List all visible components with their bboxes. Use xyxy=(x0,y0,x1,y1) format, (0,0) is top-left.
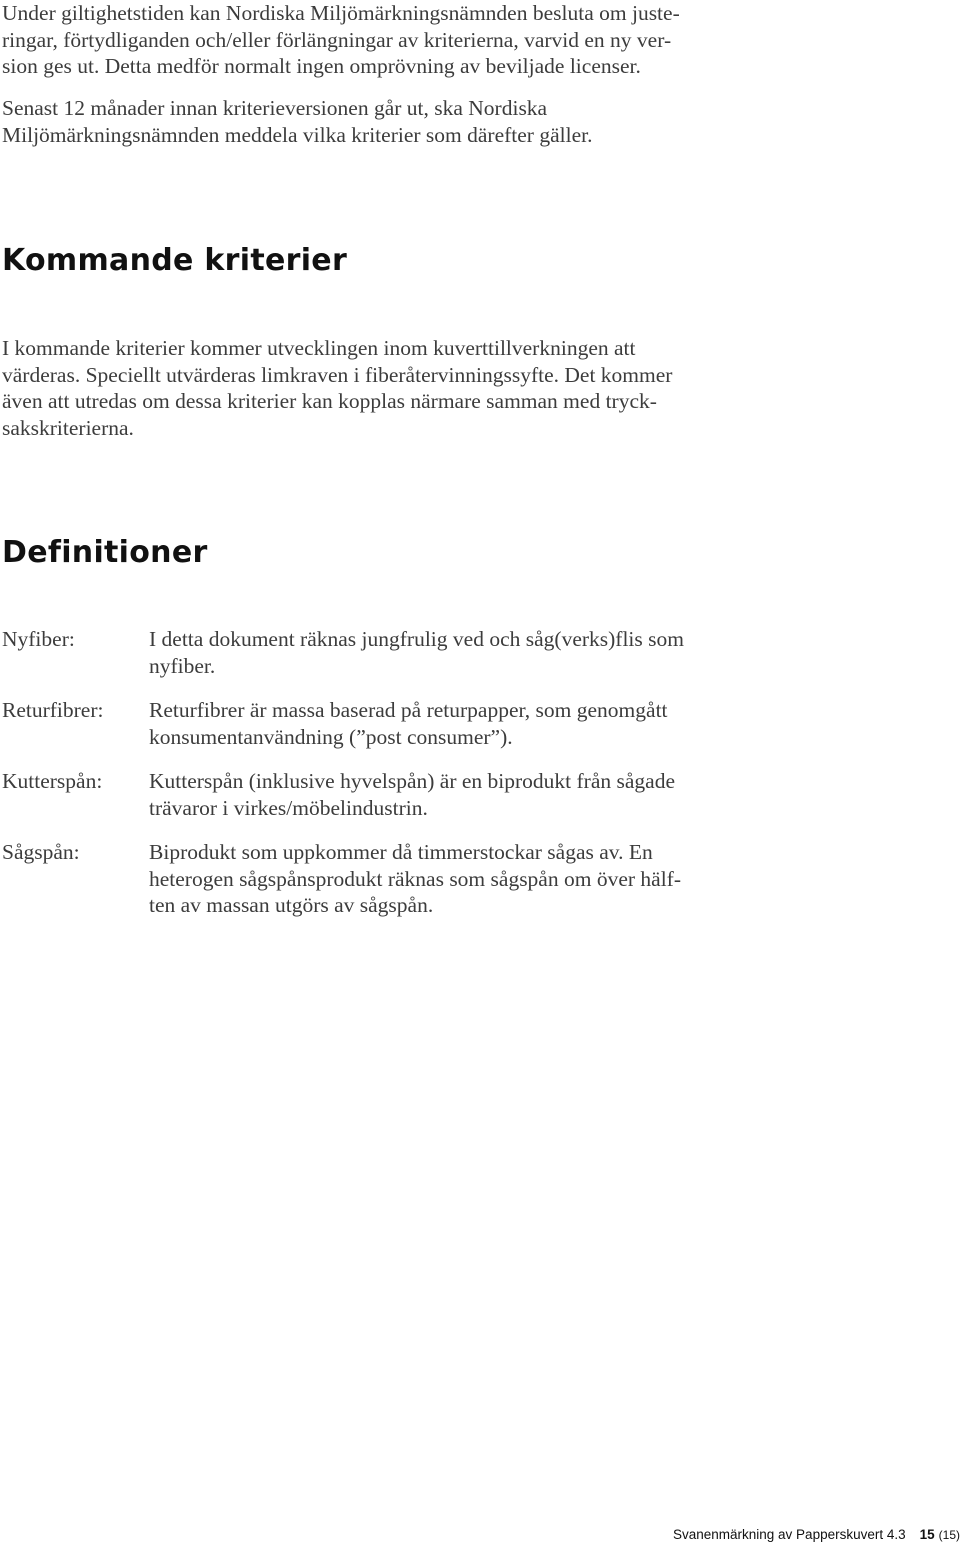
kommande-kriterier-paragraph: I kommande kriterier kommer utvecklingen inom kuverttillverkningen att värderas. Speciellt utvärderas limkraven i fiberåtervinningssyfte. Det kommer även att utredas om dessa kriterier kan kopplas närmare samman med tryck- sakskriterierna. xyxy=(2,336,673,440)
definition-text-returfibrer: Returfibrer är massa baserad på returpapper, som genomgått konsumentanvändning (”post consumer”). xyxy=(149,698,668,749)
definition-text-nyfiber: I detta dokument räknas jungfrulig ved och såg(verks)flis som nyfiber. xyxy=(149,627,684,678)
definition-term-returfibrer: Returfibrer: xyxy=(2,698,104,722)
definition-term-kutterspan: Kutterspån: xyxy=(2,769,103,793)
definition-text-kutterspan: Kutterspån (inklusive hyvelspån) är en biprodukt från sågade trävaror i virkes/möbelindustrin. xyxy=(149,769,675,820)
section-heading-definitioner: Definitioner xyxy=(2,535,208,570)
intro-paragraph-2: Senast 12 månader innan kriterieversionen går ut, ska Nordiska Miljömärkningsnämnden meddela vilka kriterier som därefter gäller. xyxy=(2,96,593,147)
definition-term-sagspan: Sågspån: xyxy=(2,840,80,864)
section-heading-kommande-kriterier: Kommande kriterier xyxy=(2,243,348,278)
page-footer xyxy=(673,1527,960,1542)
intro-paragraph-1: Under giltighetstiden kan Nordiska Miljömärkningsnämnden besluta om juste- ringar, förtydliganden och/eller förlängningar av kriterierna, varvid en ny ver- sion ges ut. Detta medför normalt ingen omprövning av beviljade licenser. xyxy=(2,1,680,78)
definition-text-sagspan: Biprodukt som uppkommer då timmerstockar sågas av. En heterogen sågspånsprodukt räknas som sågspån om över hälf- ten av massan utgörs av sågspån. xyxy=(149,840,681,917)
footer-document-title: Svanenmärkning av Papperskuvert 4.3 xyxy=(672,1527,906,1542)
definition-term-nyfiber: Nyfiber: xyxy=(2,627,75,651)
footer-page-number: 15 xyxy=(919,1527,935,1542)
footer-page-total: (15) xyxy=(938,1528,960,1542)
